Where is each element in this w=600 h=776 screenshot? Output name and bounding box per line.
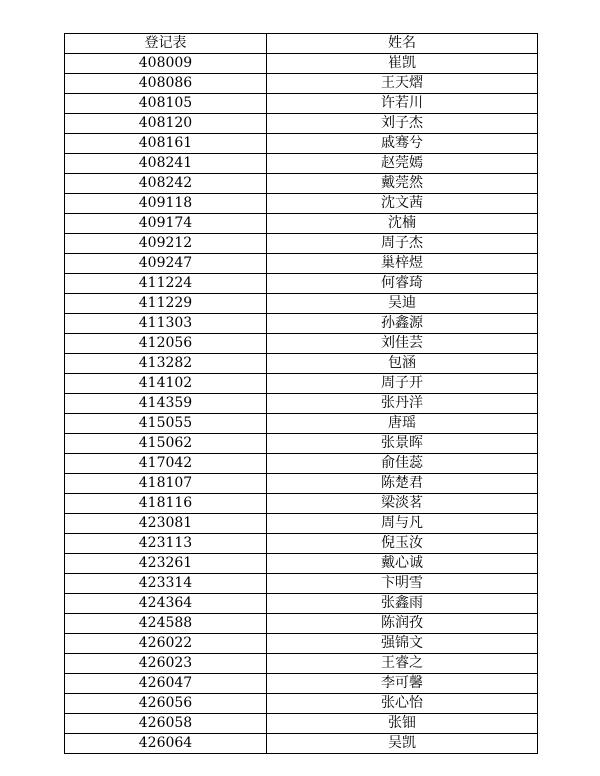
table-row [65, 454, 538, 474]
table-row [65, 294, 538, 314]
table-row [65, 314, 538, 334]
table-row [65, 234, 538, 254]
person-name-cell: 戴心诚 [267, 554, 538, 574]
table-row [65, 94, 538, 114]
registration-number-cell: 426064 [65, 734, 267, 754]
person-name-cell: 沈文茜 [267, 194, 538, 214]
table-header-row [65, 34, 538, 54]
registration-number-cell: 411224 [65, 274, 267, 294]
registration-number-cell: 414359 [65, 394, 267, 414]
person-name-cell: 吴凯 [267, 734, 538, 754]
person-name-cell: 陈润孜 [267, 614, 538, 634]
table-row [65, 54, 538, 74]
registration-number-cell: 423113 [65, 534, 267, 554]
registration-number-cell: 408086 [65, 74, 267, 94]
person-name-cell: 戚骞兮 [267, 134, 538, 154]
column-header-register: 登记表 [65, 34, 267, 54]
registration-number-cell: 409212 [65, 234, 267, 254]
person-name-cell: 王天熠 [267, 74, 538, 94]
table-row [65, 154, 538, 174]
registration-number-cell: 423314 [65, 574, 267, 594]
registration-number-cell: 426056 [65, 694, 267, 714]
person-name-cell: 许若川 [267, 94, 538, 114]
registration-number-cell: 418107 [65, 474, 267, 494]
person-name-cell: 周子开 [267, 374, 538, 394]
table-row [65, 74, 538, 94]
person-name-cell: 梁淡茗 [267, 494, 538, 514]
person-name-cell: 巢梓煜 [267, 254, 538, 274]
registration-number-cell: 409174 [65, 214, 267, 234]
person-name-cell: 倪玉汝 [267, 534, 538, 554]
person-name-cell: 包涵 [267, 354, 538, 374]
table-row [65, 134, 538, 154]
person-name-cell: 吴迪 [267, 294, 538, 314]
person-name-cell: 卞明雪 [267, 574, 538, 594]
registration-number-cell: 426058 [65, 714, 267, 734]
table-row [65, 214, 538, 234]
registration-number-cell: 411229 [65, 294, 267, 314]
table-row [65, 534, 538, 554]
person-name-cell: 张钿 [267, 714, 538, 734]
registration-number-cell: 408009 [65, 54, 267, 74]
table-row [65, 194, 538, 214]
table-row [65, 734, 538, 754]
table-row [65, 174, 538, 194]
person-name-cell: 沈楠 [267, 214, 538, 234]
table-row [65, 254, 538, 274]
registration-number-cell: 412056 [65, 334, 267, 354]
person-name-cell: 王睿之 [267, 654, 538, 674]
person-name-cell: 何睿琦 [267, 274, 538, 294]
table-row [65, 574, 538, 594]
table-row [65, 714, 538, 734]
registration-number-cell: 408161 [65, 134, 267, 154]
table-row [65, 514, 538, 534]
registration-number-cell: 415055 [65, 414, 267, 434]
registration-number-cell: 415062 [65, 434, 267, 454]
registration-number-cell: 409118 [65, 194, 267, 214]
table-row [65, 354, 538, 374]
registration-number-cell: 417042 [65, 454, 267, 474]
table-row [65, 594, 538, 614]
person-name-cell: 戴莞然 [267, 174, 538, 194]
registration-number-cell: 423081 [65, 514, 267, 534]
registration-number-cell: 408120 [65, 114, 267, 134]
person-name-cell: 崔凯 [267, 54, 538, 74]
table-row [65, 334, 538, 354]
table-row [65, 634, 538, 654]
register-table [64, 33, 538, 754]
person-name-cell: 周与凡 [267, 514, 538, 534]
table-row [65, 554, 538, 574]
person-name-cell: 刘子杰 [267, 114, 538, 134]
person-name-cell: 刘佳芸 [267, 334, 538, 354]
registration-number-cell: 408105 [65, 94, 267, 114]
registration-number-cell: 426023 [65, 654, 267, 674]
person-name-cell: 唐瑶 [267, 414, 538, 434]
person-name-cell: 张丹洋 [267, 394, 538, 414]
registration-number-cell: 413282 [65, 354, 267, 374]
person-name-cell: 张心怡 [267, 694, 538, 714]
column-header-name: 姓名 [267, 34, 538, 54]
registration-number-cell: 411303 [65, 314, 267, 334]
registration-number-cell: 423261 [65, 554, 267, 574]
table-row [65, 114, 538, 134]
person-name-cell: 赵莞嫣 [267, 154, 538, 174]
registration-number-cell: 408241 [65, 154, 267, 174]
table-row [65, 394, 538, 414]
registration-number-cell: 426022 [65, 634, 267, 654]
registration-number-cell: 424588 [65, 614, 267, 634]
table-row [65, 414, 538, 434]
table-row [65, 434, 538, 454]
registration-number-cell: 409247 [65, 254, 267, 274]
registration-number-cell: 424364 [65, 594, 267, 614]
table-row [65, 374, 538, 394]
table-row [65, 614, 538, 634]
person-name-cell: 李可馨 [267, 674, 538, 694]
person-name-cell: 强锦文 [267, 634, 538, 654]
person-name-cell: 俞佳蕊 [267, 454, 538, 474]
registration-number-cell: 418116 [65, 494, 267, 514]
table-row [65, 274, 538, 294]
table-row [65, 494, 538, 514]
registration-number-cell: 414102 [65, 374, 267, 394]
registration-number-cell: 408242 [65, 174, 267, 194]
person-name-cell: 陈楚君 [267, 474, 538, 494]
registration-number-cell: 426047 [65, 674, 267, 694]
table-row [65, 674, 538, 694]
person-name-cell: 张鑫雨 [267, 594, 538, 614]
register-sheet [64, 33, 537, 754]
table-row [65, 654, 538, 674]
table-body [65, 54, 538, 754]
person-name-cell: 孙鑫源 [267, 314, 538, 334]
person-name-cell: 张景晖 [267, 434, 538, 454]
table-row [65, 694, 538, 714]
person-name-cell: 周子杰 [267, 234, 538, 254]
table-row [65, 474, 538, 494]
